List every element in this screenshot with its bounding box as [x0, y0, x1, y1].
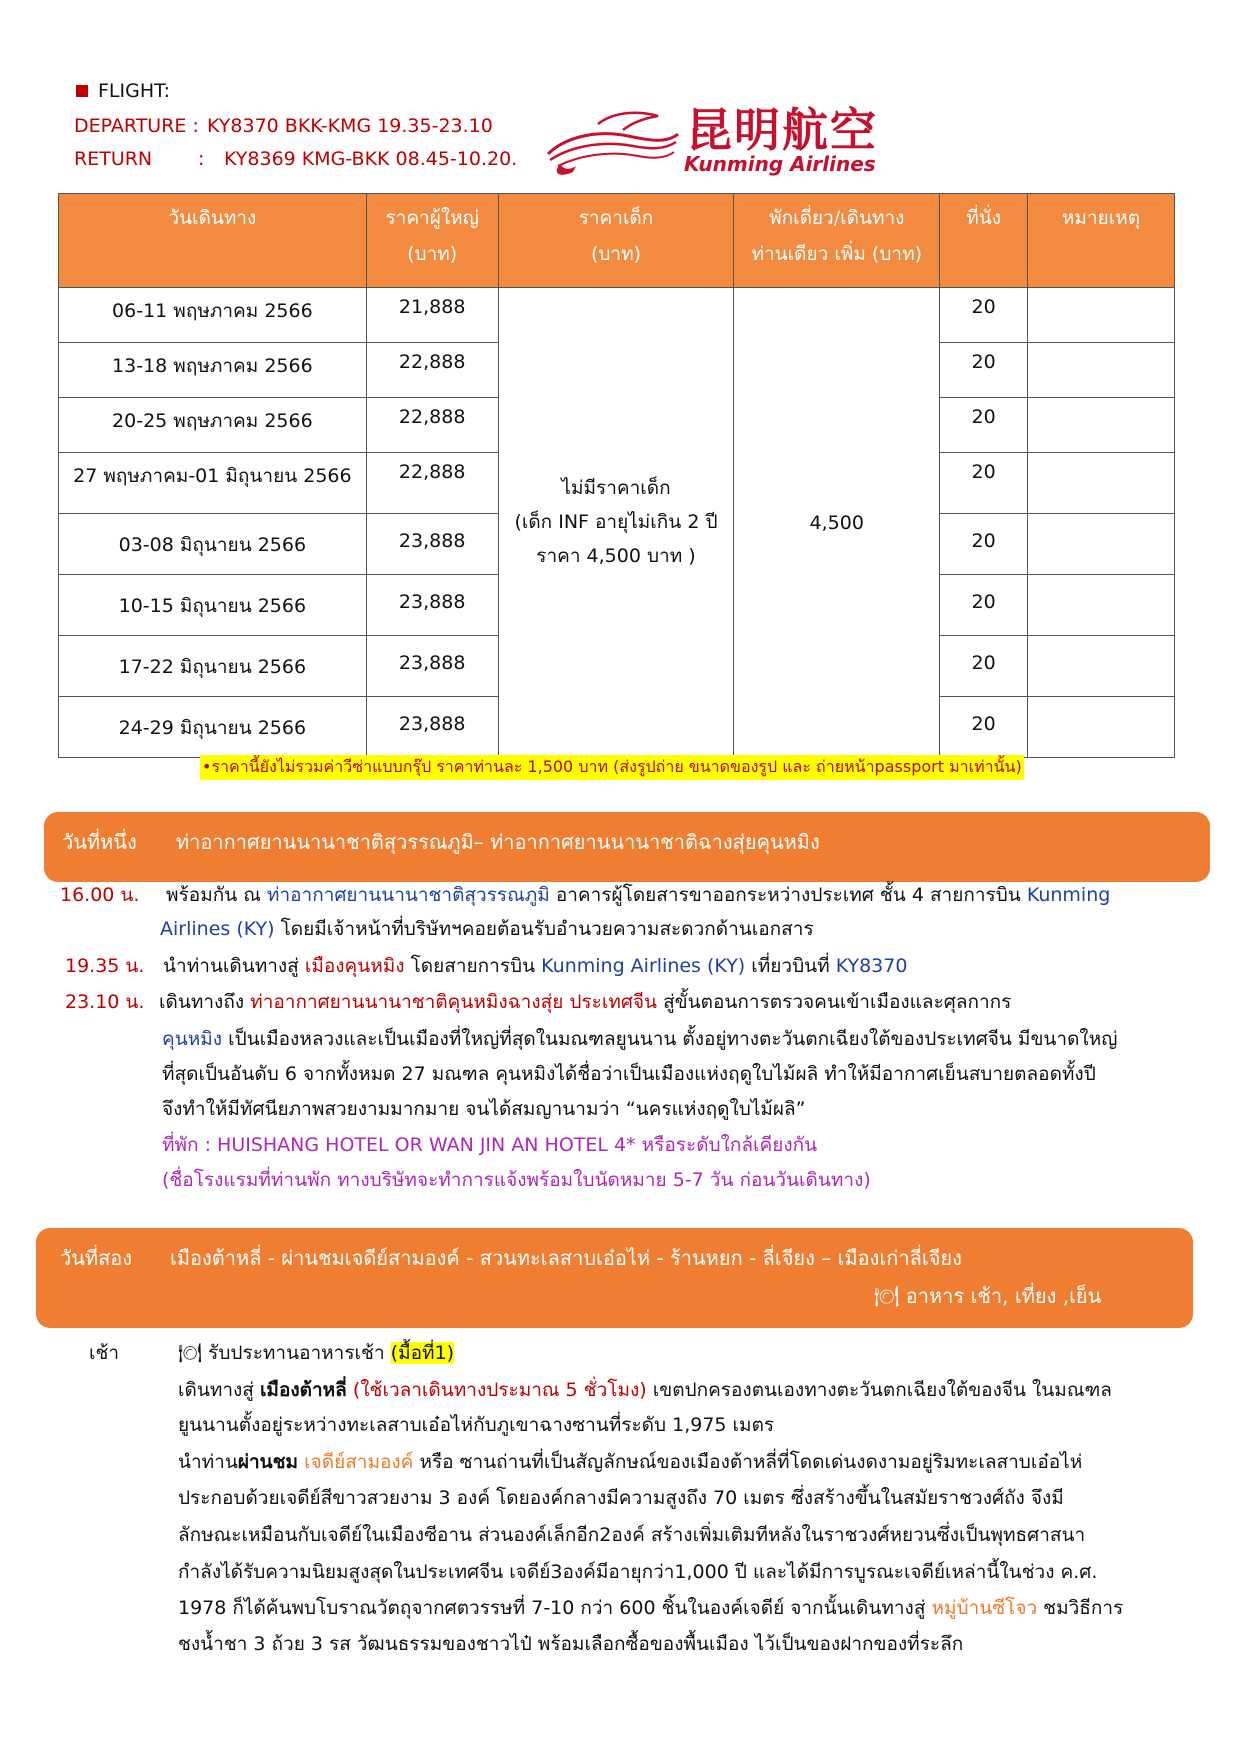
- header-adult-price: ราคาผู้ใหญ่ (บาท): [366, 194, 498, 288]
- seats-cell: 20: [940, 636, 1028, 697]
- kunming-airlines-logo: [538, 104, 908, 182]
- schedule-item-1-cont: Airlines (KY) โดยมีเจ้าหน้าที่บริษัทฯคอยต้อนรับอำนวยความสะดวกด้านเอกสาร: [160, 918, 814, 940]
- adult-price-cell: 23,888: [366, 514, 498, 575]
- remarks-cell: [1028, 636, 1175, 697]
- dish-icon: 🍽: [178, 1342, 203, 1364]
- child-price-cell: ไม่มีราคาเด็ก (เด็ก INF อายุไม่เกิน 2 ปี ราคา 4,500 บาท ): [498, 288, 734, 758]
- remarks-cell: [1028, 398, 1175, 453]
- adult-price-cell: 22,888: [366, 453, 498, 514]
- day2-label: วันที่สอง: [60, 1246, 133, 1270]
- remarks-cell: [1028, 453, 1175, 514]
- date-cell: 03-08 มิถุนายน 2566: [59, 514, 367, 575]
- adult-price-cell: 22,888: [366, 343, 498, 398]
- adult-price-cell: 23,888: [366, 575, 498, 636]
- remarks-cell: [1028, 514, 1175, 575]
- seats-cell: 20: [940, 343, 1028, 398]
- adult-price-cell: 22,888: [366, 398, 498, 453]
- morning-label: เช้า: [89, 1342, 120, 1364]
- date-cell: 13-18 พฤษภาคม 2566: [59, 343, 367, 398]
- meals-info: 🍽 อาหาร เช้า, เที่ยง ,เย็น: [874, 1284, 1102, 1308]
- dish-icon: 🍽: [874, 1284, 900, 1308]
- adult-price-cell: 21,888: [366, 288, 498, 343]
- hotel-note: (ชื่อโรงแรมที่ท่านพัก ทางบริษัทจะทำการแจ้งพร้อมใบนัดหมาย 5-7 วัน ก่อนวันเดินทาง): [162, 1169, 871, 1191]
- date-cell: 27 พฤษภาคม-01 มิถุนายน 2566: [59, 453, 367, 514]
- square-bullet-icon: [76, 85, 88, 97]
- day2-paragraph-2b: ประกอบด้วยเจดีย์สีขาวสวยงาม 3 องค์ โดยองค์กลางมีความสูงถึง 70 เมตร ซึ่งสร้างขึ้นในสมัยราชวงศ์ถัง จึงมี: [178, 1487, 1064, 1509]
- visa-note: •ราคานี้ยังไม่รวมค่าวีซ่าแบบกรุ๊ป ราคาท่านละ 1,500 บาท (ส่งรูปถ่าย ขนาดของรูป และ ถ่ายหน้าpassport มาเท่านั้น): [200, 755, 1024, 780]
- day2-paragraph-2: นำท่านผ่านชม เจดีย์สามองค์ หรือ ซานถ่านที่เป็นสัญลักษณ์ของเมืองต้าหลี่ที่โดดเด่นงดงามอยู่ริมทะเลสาบเอ๋อไห่: [178, 1451, 1083, 1473]
- meal-number: (มื้อที่1): [390, 1342, 455, 1364]
- seats-cell: 20: [940, 697, 1028, 758]
- adult-price-cell: 23,888: [366, 636, 498, 697]
- schedule-item-1: 16.00 น. พร้อมกัน ณ ท่าอากาศยานนานาชาติสุวรรณภูมิ อาคารผู้โดยสารขาออกระหว่างประเทศ ชั้น 4 สายการบิน Kunming: [60, 878, 1110, 912]
- day1-label: วันที่หนึ่ง: [62, 830, 137, 854]
- date-cell: 17-22 มิถุนายน 2566: [59, 636, 367, 697]
- day1-banner: [44, 812, 1210, 882]
- seats-cell: 20: [940, 575, 1028, 636]
- seats-cell: 20: [940, 398, 1028, 453]
- schedule-time: 23.10 น.: [65, 991, 145, 1013]
- header-date: วันเดินทาง: [59, 194, 367, 288]
- schedule-item-2: 19.35 น. นำท่านเดินทางสู่ เมืองคุนหมิง โดยสายการบิน Kunming Airlines (KY) เที่ยวบินที่ KY8370: [65, 949, 907, 983]
- day2-paragraph-2f: ชงน้ำชา 3 ถ้วย 3 รส วัฒนธรรมของชาวไป๋ พร้อมเลือกซื้อของพื้นเมือง ไว้เป็นของฝากของที่ระลึก: [178, 1633, 964, 1655]
- phoenix-icon: [538, 104, 688, 184]
- return-colon: :: [198, 148, 205, 170]
- flight-heading: [76, 80, 170, 102]
- day2-paragraph-1b: ยูนนานตั้งอยู่ระหว่างทะเลสาบเอ๋อไห่กับภูเขาฉางซานที่ระดับ 1,975 เมตร: [178, 1414, 775, 1436]
- logo-chinese-text: 昆明航空: [686, 103, 878, 157]
- hotel-info: ที่พัก : HUISHANG HOTEL OR WAN JIN AN HOTEL 4* หรือระดับใกล้เคียงกัน: [162, 1134, 818, 1156]
- airport-name: ท่าอากาศยานนานาชาติสุวรรณภูมิ: [266, 884, 550, 906]
- return-row: [74, 148, 517, 170]
- day2-route: เมืองต้าหลี่ - ผ่านชมเจดีย์สามองค์ - สวนทะเลสาบเอ๋อไห่ - ร้านหยก - ลี่เจียง – เมืองเก่าลี่เจียง: [170, 1246, 962, 1270]
- day2-banner: [36, 1228, 1193, 1328]
- date-cell: 10-15 มิถุนายน 2566: [59, 575, 367, 636]
- kunming-description: คุนหมิง เป็นเมืองหลวงและเป็นเมืองที่ใหญ่ที่สุดในมณฑลยูนนาน ตั้งอยู่ทางตะวันตกเฉียงใต้ของประเทศจีน มีขนาดใหญ่: [162, 1028, 1118, 1050]
- day2-paragraph-1: เดินทางสู่ เมืองต้าหลี่ (ใช้เวลาเดินทางประมาณ 5 ชั่วโมง) เขตปกครองตนเองทางตะวันตกเฉียงใต้ของจีน ในมณฑล: [178, 1379, 1112, 1401]
- city-name: เมืองต้าหลี่: [259, 1379, 347, 1401]
- price-table: [58, 193, 1175, 758]
- date-cell: 24-29 มิถุนายน 2566: [59, 697, 367, 758]
- kunming-description-2: ที่สุดเป็นอันดับ 6 จากทั้งหมด 27 มณฑล คุนหมิงได้ชื่อว่าเป็นเมืองแห่งฤดูใบไม้ผลิ ทำให้มีอากาศเย็นสบายตลอดทั้งปี: [162, 1063, 1096, 1085]
- kunming-description-3: จึงทำให้มีทัศนียภาพสวยงามมากมาย จนได้สมญานามว่า “นครแห่งฤดูใบไม้ผลิ”: [162, 1098, 806, 1120]
- remarks-cell: [1028, 697, 1175, 758]
- logo-english-text: Kunming Airlines: [684, 152, 876, 176]
- adult-price-cell: 23,888: [366, 697, 498, 758]
- schedule-time: 16.00 น.: [60, 884, 140, 906]
- schedule-time: 19.35 น.: [65, 955, 145, 977]
- day1-route: ท่าอากาศยานนานาชาติสุวรรณภูมิ– ท่าอากาศยานนานาชาติฉางสุ่ยคุนหมิง: [176, 830, 820, 854]
- seats-cell: 20: [940, 453, 1028, 514]
- remarks-cell: [1028, 288, 1175, 343]
- village-name: หมู่บ้านซีโจว: [931, 1597, 1038, 1619]
- pagoda-name: เจดีย์สามองค์: [304, 1451, 414, 1473]
- day2-paragraph-2c: ลักษณะเหมือนกับเจดีย์ในเมืองซีอาน ส่วนองค์เล็กอีก2องค์ สร้างเพิ่มเติมทีหลังในราชวงศ์หยวนซึ่งเป็นพุทธศาสนา: [178, 1524, 1086, 1546]
- date-cell: 20-25 พฤษภาคม 2566: [59, 398, 367, 453]
- departure-label: DEPARTURE :: [74, 115, 199, 137]
- day2-paragraph-2e: 1978 ก็ได้ค้นพบโบราณวัตถุจากศตวรรษที่ 7-10 กว่า 600 ชิ้นในองค์เจดีย์ จากนั้นเดินทางสู่ หมู่บ้านซีโจว ชมวิธีการ: [178, 1597, 1124, 1619]
- table-header-row: [59, 194, 1175, 288]
- departure-value: KY8370 BKK-KMG 19.35-23.10: [207, 115, 493, 137]
- breakfast-line: 🍽 รับประทานอาหารเช้า (มื้อที่1): [178, 1342, 455, 1364]
- remarks-cell: [1028, 575, 1175, 636]
- date-cell: 06-11 พฤษภาคม 2566: [59, 288, 367, 343]
- city-name: เมืองคุนหมิง: [304, 955, 405, 977]
- seats-cell: 20: [940, 288, 1028, 343]
- seats-cell: 20: [940, 514, 1028, 575]
- schedule-item-3: 23.10 น. เดินทางถึง ท่าอากาศยานนานาชาติคุนหมิงฉางสุ่ย ประเทศจีน สู่ขั้นตอนการตรวจคนเข้าเมืองและศุลกากร: [65, 985, 1011, 1019]
- remarks-cell: [1028, 343, 1175, 398]
- return-value: KY8369 KMG-BKK 08.45-10.20.: [224, 148, 518, 170]
- header-remarks: หมายเหตุ: [1028, 194, 1175, 288]
- table-row: [59, 288, 1175, 343]
- header-seats: ที่นั่ง: [940, 194, 1028, 288]
- departure-row: [74, 115, 493, 137]
- single-supplement-cell: 4,500: [734, 288, 940, 758]
- airport-name: ท่าอากาศยานนานาชาติคุนหมิงฉางสุ่ย ประเทศจีน: [250, 991, 658, 1013]
- flight-number: KY8370: [835, 955, 908, 977]
- header-child-price: ราคาเด็ก (บาท): [498, 194, 734, 288]
- day2-paragraph-2d: กำลังได้รับความนิยมสูงสุดในประเทศจีน เจดีย์3องค์มีอายุกว่า1,000 ปี และได้มีการบูรณะเจดีย์เหล่านี้ในช่วง ค.ศ.: [178, 1561, 1098, 1583]
- return-label: RETURN: [74, 148, 153, 170]
- header-single-supplement: พักเดี่ยว/เดินทาง ท่านเดียว เพิ่ม (บาท): [734, 194, 940, 288]
- flight-heading-text: FLIGHT:: [98, 80, 171, 102]
